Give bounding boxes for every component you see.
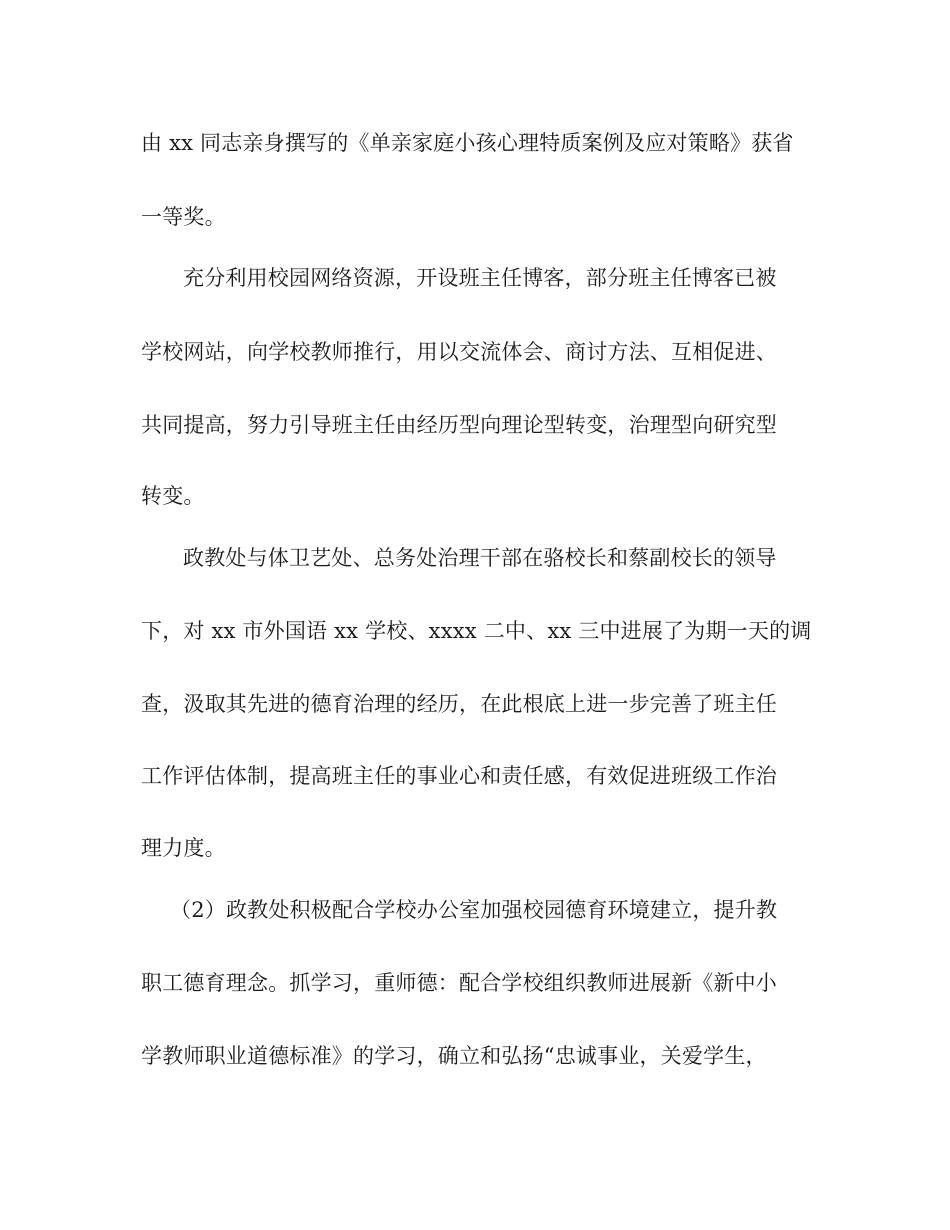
text-line: 学教师职业道德标准》的学习，确立和弘扬“忠诚事业，关爱学生， xyxy=(141,1044,767,1068)
text-line: 一等奖。 xyxy=(141,205,226,229)
text-line: 查，汲取其先进的德育治理的经历，在此根底上进一步完善了班主任 xyxy=(141,692,777,716)
paragraph-start-line: 政教处与体卫艺处、总务处治理干部在骆校长和蔡副校长的领导 xyxy=(183,546,777,570)
text-line: 转变。 xyxy=(141,484,205,508)
text-line: 学校网站，向学校教师推行，用以交流体会、商讨方法、互相促进、 xyxy=(141,340,777,364)
text-line: 理力度。 xyxy=(141,836,226,860)
paragraph-start-line: （2）政教处积极配合学校办公室加强校园德育环境建立，提升教 xyxy=(170,898,778,922)
text-line: 由 xx 同志亲身撰写的《单亲家庭小孩心理特质案例及应对策略》获省 xyxy=(141,131,794,155)
text-line: 工作评估体制，提高班主任的事业心和责任感，有效促进班级工作治 xyxy=(141,764,777,788)
text-line: 下，对 xx 市外国语 xx 学校、xxxx 二中、xx 三中进展了为期一天的调 xyxy=(141,619,812,643)
paragraph-start-line: 充分利用校园网络资源，开设班主任博客，部分班主任博客已被 xyxy=(183,266,777,290)
text-line: 共同提高，努力引导班主任由经历型向理论型转变，治理型向研究型 xyxy=(141,413,777,437)
text-line: 职工德育理念。抓学习，重师德：配合学校组织教师进展新《新中小 xyxy=(141,971,777,995)
